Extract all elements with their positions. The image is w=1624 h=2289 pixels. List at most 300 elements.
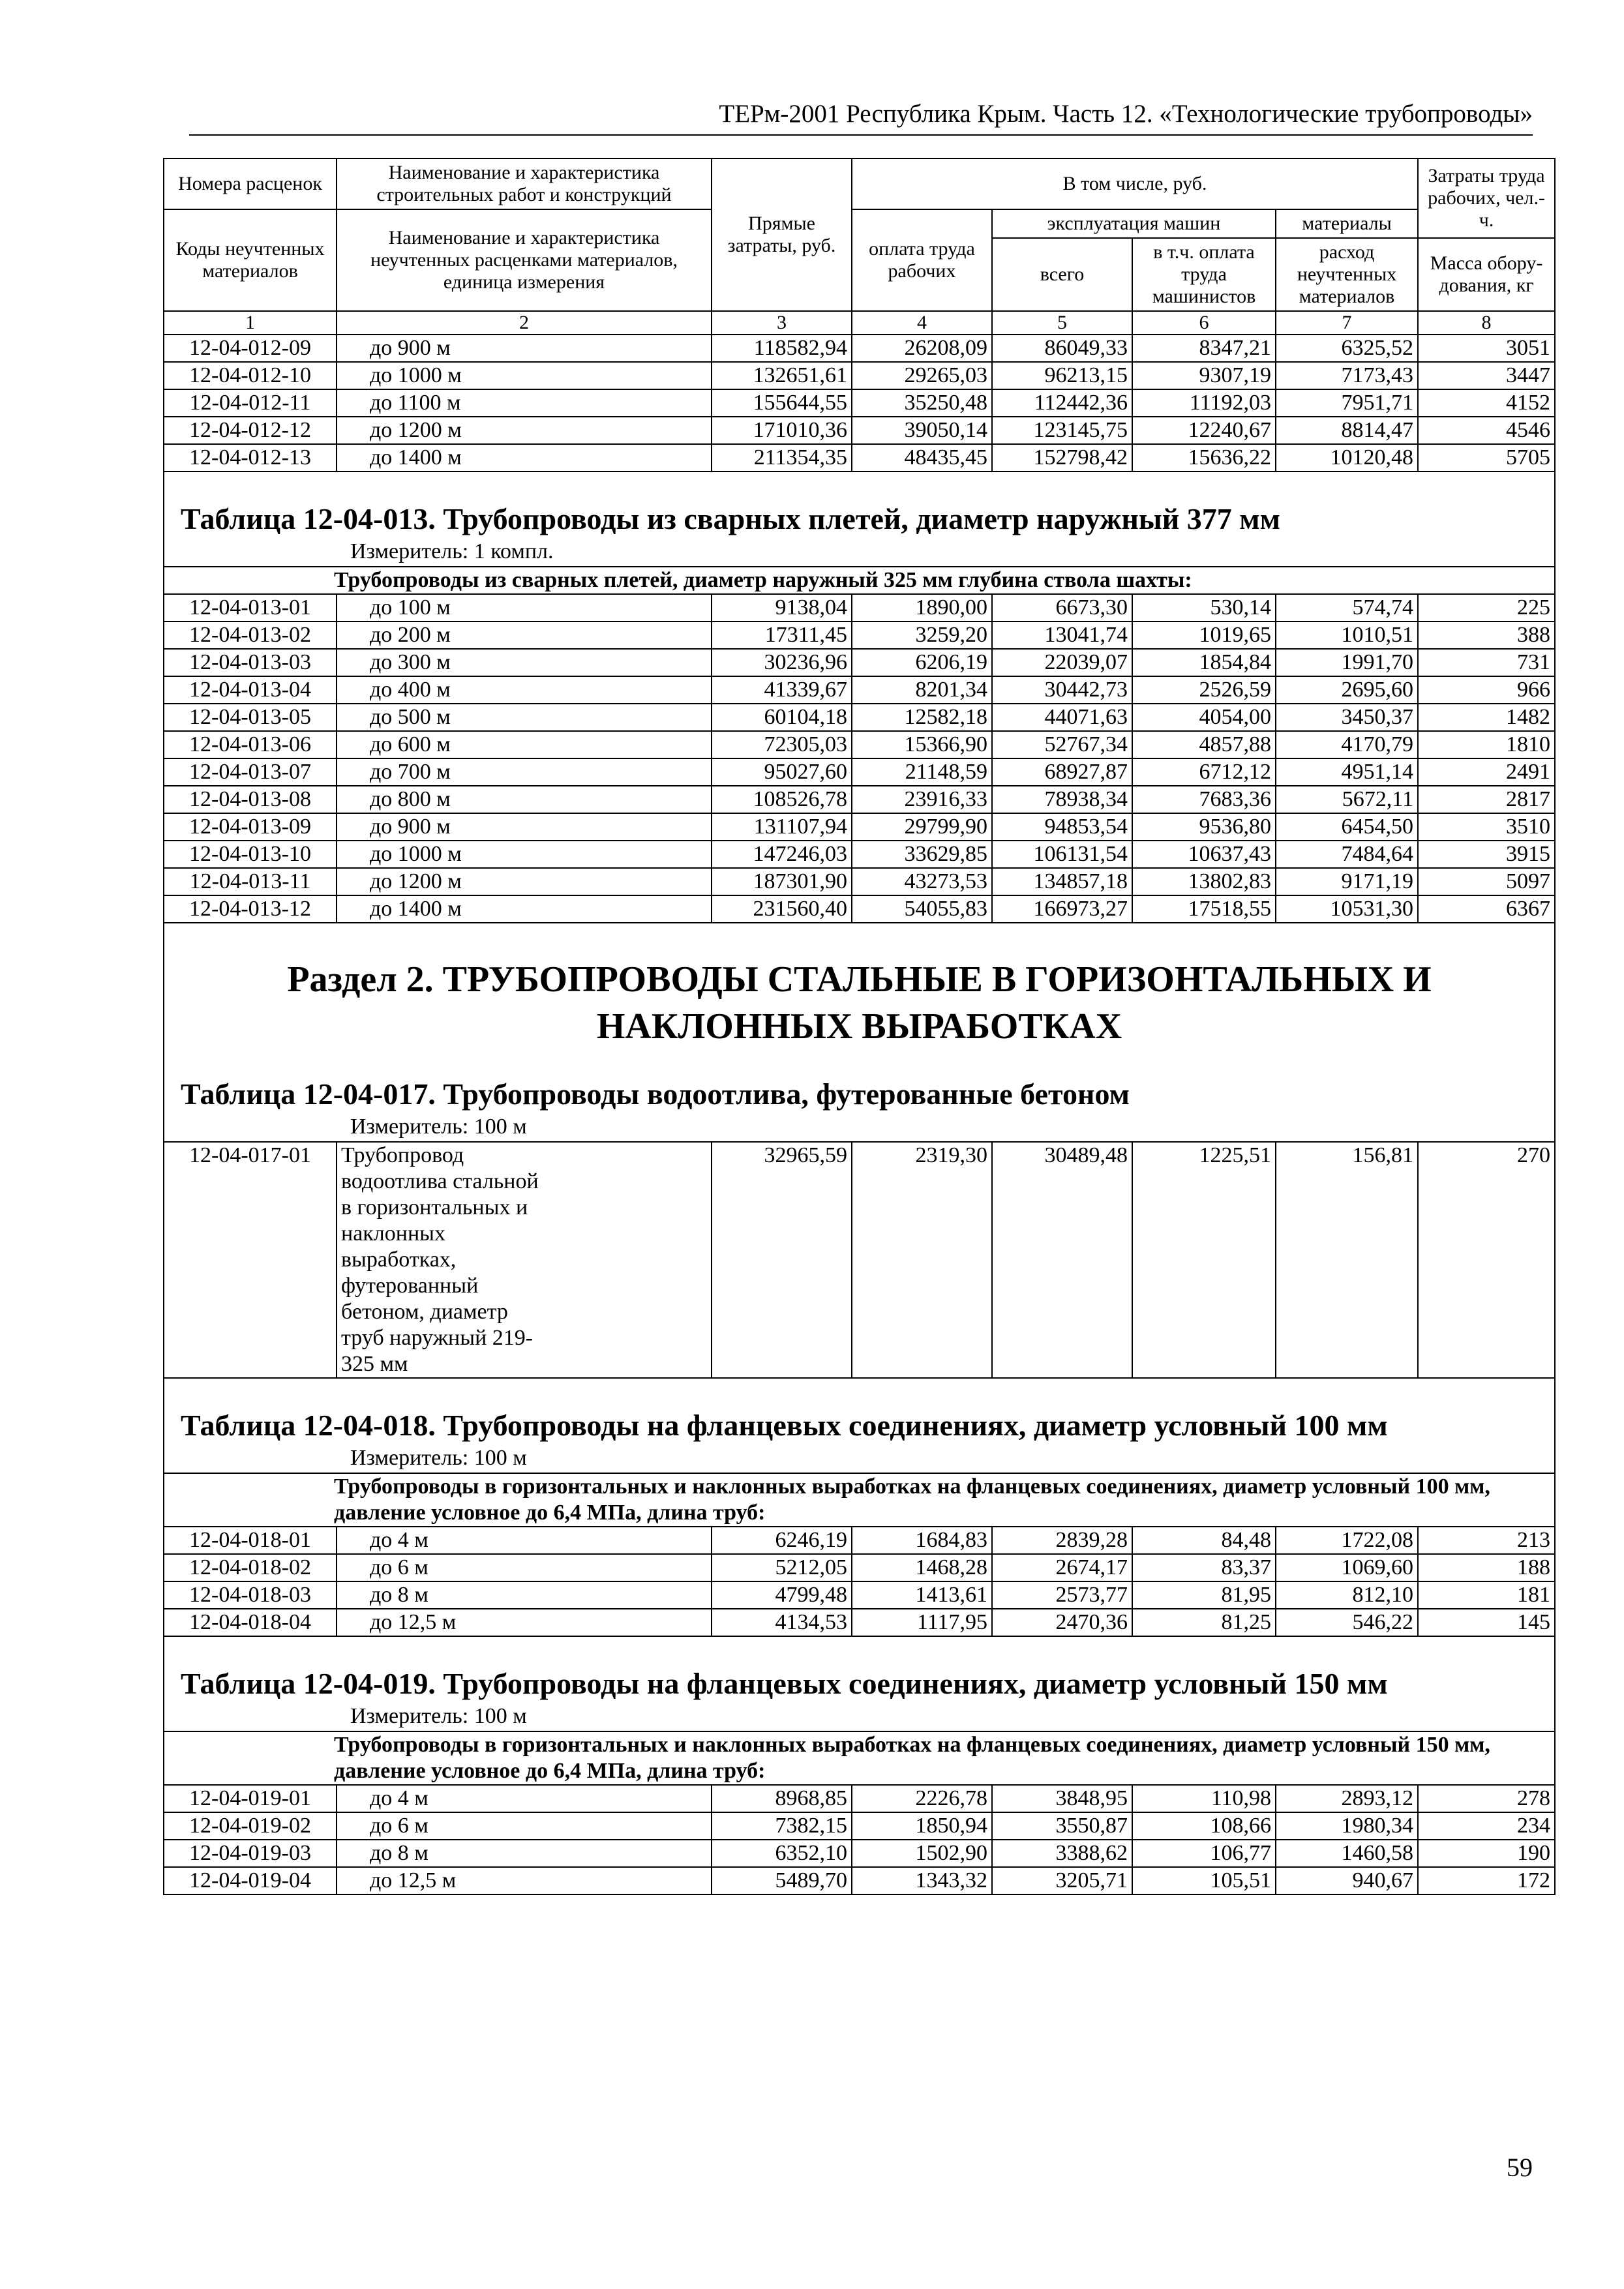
materials-cost-cell: 1991,70 xyxy=(1276,649,1418,676)
machinist-pay-cell: 1019,65 xyxy=(1132,621,1276,649)
worker-pay-cell: 1502,90 xyxy=(852,1840,992,1867)
rate-code-cell: 12-04-013-03 xyxy=(164,649,337,676)
machinist-pay-cell: 1225,51 xyxy=(1132,1142,1276,1378)
materials-cost-cell: 4170,79 xyxy=(1276,731,1418,758)
labor-hours-cell: 225 xyxy=(1418,594,1555,621)
table-title: Таблица 12-04-013. Трубопроводы из сварных плетей, диаметр наружный 377 мм xyxy=(181,502,1280,535)
work-name-cell: до 6 м xyxy=(337,1554,712,1581)
materials-cost-cell: 1010,51 xyxy=(1276,621,1418,649)
materials-cost-cell: 2893,12 xyxy=(1276,1785,1418,1812)
labor-hours-cell: 188 xyxy=(1418,1554,1555,1581)
table-row xyxy=(164,1812,1555,1840)
labor-hours-cell: 2491 xyxy=(1418,758,1555,786)
materials-cost-cell: 574,74 xyxy=(1276,594,1418,621)
materials-cost-cell: 7484,64 xyxy=(1276,841,1418,868)
table-row xyxy=(164,786,1555,813)
materials-cost-cell: 546,22 xyxy=(1276,1609,1418,1636)
direct-costs-cell: 131107,94 xyxy=(712,813,852,841)
machines-total-cell: 123145,75 xyxy=(992,417,1132,444)
labor-hours-cell: 5705 xyxy=(1418,444,1555,471)
table-title: Таблица 12-04-019. Трубопроводы на фланцевых соединениях, диаметр условный 150 мм xyxy=(181,1667,1388,1700)
table-row xyxy=(164,1527,1555,1554)
work-name-cell: до 100 м xyxy=(337,594,712,621)
machines-total-cell: 13041,74 xyxy=(992,621,1132,649)
work-name-cell: до 700 м xyxy=(337,758,712,786)
table-013-heading-cell xyxy=(164,471,1555,567)
head-labor-costs: Затраты труда рабочих, чел.-ч. xyxy=(1418,158,1555,238)
head-direct-costs: Прямые затраты, руб. xyxy=(712,158,852,311)
work-name-cell: до 1200 м xyxy=(337,868,712,895)
measure-line xyxy=(164,537,1554,566)
labor-hours-cell: 3915 xyxy=(1418,841,1555,868)
work-name-cell: до 12,5 м xyxy=(337,1867,712,1894)
machinist-pay-cell: 106,77 xyxy=(1132,1840,1276,1867)
labor-hours-cell: 6367 xyxy=(1418,895,1555,923)
direct-costs-cell: 72305,03 xyxy=(712,731,852,758)
materials-cost-cell: 10531,30 xyxy=(1276,895,1418,923)
table-row xyxy=(164,676,1555,704)
head-work-name: Наименование и характеристика строительных работ и конструкций xyxy=(337,158,712,209)
worker-pay-cell: 1468,28 xyxy=(852,1554,992,1581)
direct-costs-cell: 211354,35 xyxy=(712,444,852,471)
rate-code-cell: 12-04-013-09 xyxy=(164,813,337,841)
worker-pay-cell: 8201,34 xyxy=(852,676,992,704)
table-row xyxy=(164,1142,1555,1378)
column-number: 2 xyxy=(337,311,712,335)
materials-cost-cell: 8814,47 xyxy=(1276,417,1418,444)
labor-hours-cell: 1482 xyxy=(1418,704,1555,731)
worker-pay-cell: 26208,09 xyxy=(852,335,992,362)
column-numbers-row xyxy=(164,311,1555,335)
direct-costs-cell: 9138,04 xyxy=(712,594,852,621)
measure-value: 100 м xyxy=(474,1115,527,1139)
rate-code-cell: 12-04-012-11 xyxy=(164,389,337,417)
table-row xyxy=(164,731,1555,758)
table-row xyxy=(164,1554,1555,1581)
table-row xyxy=(164,758,1555,786)
materials-cost-cell: 1722,08 xyxy=(1276,1527,1418,1554)
section-2-heading xyxy=(164,923,1555,1142)
work-name-cell: до 8 м xyxy=(337,1581,712,1609)
work-name-cell: до 12,5 м xyxy=(337,1609,712,1636)
spacer xyxy=(164,472,1554,501)
measure-line xyxy=(164,1702,1554,1731)
rate-code-cell: 12-04-018-02 xyxy=(164,1554,337,1581)
labor-hours-cell: 3510 xyxy=(1418,813,1555,841)
labor-hours-cell: 234 xyxy=(1418,1812,1555,1840)
direct-costs-cell: 7382,15 xyxy=(712,1812,852,1840)
machinist-pay-cell: 11192,03 xyxy=(1132,389,1276,417)
machines-total-cell: 3205,71 xyxy=(992,1867,1132,1894)
rate-code-cell: 12-04-018-01 xyxy=(164,1527,337,1554)
table-018-heading xyxy=(164,1378,1555,1473)
direct-costs-cell: 4134,53 xyxy=(712,1609,852,1636)
direct-costs-cell: 147246,03 xyxy=(712,841,852,868)
labor-hours-cell: 3447 xyxy=(1418,362,1555,389)
work-name-cell: до 4 м xyxy=(337,1527,712,1554)
table-row xyxy=(164,895,1555,923)
work-name-cell: до 1100 м xyxy=(337,389,712,417)
rate-code-cell: 12-04-012-12 xyxy=(164,417,337,444)
worker-pay-cell: 54055,83 xyxy=(852,895,992,923)
machines-total-cell: 86049,33 xyxy=(992,335,1132,362)
machinist-pay-cell: 530,14 xyxy=(1132,594,1276,621)
rate-code-cell: 12-04-019-04 xyxy=(164,1867,337,1894)
machines-total-cell: 6673,30 xyxy=(992,594,1132,621)
table-row xyxy=(164,444,1555,471)
measure-value: 100 м xyxy=(474,1704,527,1728)
column-number: 3 xyxy=(712,311,852,335)
rate-code-cell: 12-04-013-02 xyxy=(164,621,337,649)
machines-total-cell: 2674,17 xyxy=(992,1554,1132,1581)
table-row xyxy=(164,417,1555,444)
machines-total-cell: 106131,54 xyxy=(992,841,1132,868)
machines-total-cell: 3848,95 xyxy=(992,1785,1132,1812)
table-row xyxy=(164,1609,1555,1636)
machines-total-cell: 68927,87 xyxy=(992,758,1132,786)
machinist-pay-cell: 9536,80 xyxy=(1132,813,1276,841)
direct-costs-cell: 118582,94 xyxy=(712,335,852,362)
machinist-pay-cell: 4054,00 xyxy=(1132,704,1276,731)
table-row xyxy=(164,649,1555,676)
worker-pay-cell: 3259,20 xyxy=(852,621,992,649)
table-019-heading-cell xyxy=(164,1636,1555,1731)
head-worker-pay: оплата труда рабочих xyxy=(852,209,992,311)
labor-hours-cell: 181 xyxy=(1418,1581,1555,1609)
column-number: 7 xyxy=(1276,311,1418,335)
labor-hours-cell: 2817 xyxy=(1418,786,1555,813)
labor-hours-cell: 145 xyxy=(1418,1609,1555,1636)
materials-cost-cell: 2695,60 xyxy=(1276,676,1418,704)
labor-hours-cell: 731 xyxy=(1418,649,1555,676)
direct-costs-cell: 8968,85 xyxy=(712,1785,852,1812)
materials-cost-cell: 3450,37 xyxy=(1276,704,1418,731)
machinist-pay-cell: 10637,43 xyxy=(1132,841,1276,868)
machines-total-cell: 52767,34 xyxy=(992,731,1132,758)
group-subtitle: Трубопроводы из сварных плетей, диаметр наружный 325 мм глубина ствола шахты: xyxy=(164,567,1555,594)
table-title: Таблица 12-04-017. Трубопроводы водоотлива, футерованные бетоном xyxy=(181,1077,1130,1111)
table-row xyxy=(164,868,1555,895)
work-name-cell: до 200 м xyxy=(337,621,712,649)
table-row xyxy=(164,335,1555,362)
materials-cost-cell: 9171,19 xyxy=(1276,868,1418,895)
machines-total-cell: 3550,87 xyxy=(992,1812,1132,1840)
worker-pay-cell: 39050,14 xyxy=(852,417,992,444)
rate-code-cell: 12-04-019-03 xyxy=(164,1840,337,1867)
materials-cost-cell: 4951,14 xyxy=(1276,758,1418,786)
machinist-pay-cell: 13802,83 xyxy=(1132,868,1276,895)
table-013-heading xyxy=(164,471,1555,567)
spacer xyxy=(164,1050,1554,1076)
machines-total-cell: 134857,18 xyxy=(992,868,1132,895)
materials-cost-cell: 156,81 xyxy=(1276,1142,1418,1378)
table-title: Таблица 12-04-018. Трубопроводы на фланцевых соединениях, диаметр условный 100 мм xyxy=(181,1409,1388,1442)
work-name-cell: до 400 м xyxy=(337,676,712,704)
rate-code-cell: 12-04-013-07 xyxy=(164,758,337,786)
work-name-cell: до 900 м xyxy=(337,335,712,362)
head-machinist-pay: в т.ч. оплата труда машинистов xyxy=(1132,238,1276,311)
header-row-2 xyxy=(164,209,1555,238)
table-row xyxy=(164,362,1555,389)
head-rate-numbers: Номера расценок xyxy=(164,158,337,209)
direct-costs-cell: 32965,59 xyxy=(712,1142,852,1378)
work-name-cell: до 1000 м xyxy=(337,841,712,868)
head-including: В том числе, руб. xyxy=(852,158,1418,209)
direct-costs-cell: 30236,96 xyxy=(712,649,852,676)
worker-pay-cell: 43273,53 xyxy=(852,868,992,895)
rate-code-cell: 12-04-019-02 xyxy=(164,1812,337,1840)
direct-costs-cell: 187301,90 xyxy=(712,868,852,895)
machinist-pay-cell: 110,98 xyxy=(1132,1785,1276,1812)
machines-total-cell: 30442,73 xyxy=(992,676,1132,704)
rate-code-cell: 12-04-013-01 xyxy=(164,594,337,621)
rate-code-cell: 12-04-013-05 xyxy=(164,704,337,731)
direct-costs-cell: 108526,78 xyxy=(712,786,852,813)
spacer xyxy=(164,923,1554,956)
labor-hours-cell: 4152 xyxy=(1418,389,1555,417)
work-name-cell: до 1200 м xyxy=(337,417,712,444)
table-018-heading-cell xyxy=(164,1378,1555,1473)
group-subtitle: Трубопроводы в горизонтальных и наклонных выработках на фланцевых соединениях, диаметр условный 100 мм, давление условное до 6,4 МПа, длина труб: xyxy=(164,1473,1555,1527)
materials-cost-cell: 940,67 xyxy=(1276,1867,1418,1894)
labor-hours-cell: 270 xyxy=(1418,1142,1555,1378)
materials-cost-cell: 5672,11 xyxy=(1276,786,1418,813)
direct-costs-cell: 4799,48 xyxy=(712,1581,852,1609)
labor-hours-cell: 190 xyxy=(1418,1840,1555,1867)
rate-code-cell: 12-04-012-09 xyxy=(164,335,337,362)
direct-costs-cell: 5212,05 xyxy=(712,1554,852,1581)
section-title-line2: НАКЛОННЫХ ВЫРАБОТКАХ xyxy=(596,1006,1122,1047)
measure-value: 1 компл. xyxy=(474,539,554,563)
work-name-cell: до 1400 м xyxy=(337,895,712,923)
column-number: 6 xyxy=(1132,311,1276,335)
subtitle-row xyxy=(164,1473,1555,1527)
machinist-pay-cell: 108,66 xyxy=(1132,1812,1276,1840)
table-row xyxy=(164,1785,1555,1812)
rate-code-cell: 12-04-013-04 xyxy=(164,676,337,704)
worker-pay-cell: 23916,33 xyxy=(852,786,992,813)
table-row xyxy=(164,813,1555,841)
direct-costs-cell: 17311,45 xyxy=(712,621,852,649)
rate-code-cell: 12-04-017-01 xyxy=(164,1142,337,1378)
measure-line xyxy=(164,1444,1554,1473)
machinist-pay-cell: 8347,21 xyxy=(1132,335,1276,362)
direct-costs-cell: 171010,36 xyxy=(712,417,852,444)
labor-hours-cell: 172 xyxy=(1418,1867,1555,1894)
machines-total-cell: 112442,36 xyxy=(992,389,1132,417)
worker-pay-cell: 33629,85 xyxy=(852,841,992,868)
labor-hours-cell: 5097 xyxy=(1418,868,1555,895)
rate-code-cell: 12-04-018-04 xyxy=(164,1609,337,1636)
table-row xyxy=(164,621,1555,649)
subtitle-row xyxy=(164,1731,1555,1785)
machinist-pay-cell: 83,37 xyxy=(1132,1554,1276,1581)
worker-pay-cell: 1890,00 xyxy=(852,594,992,621)
worker-pay-cell: 21148,59 xyxy=(852,758,992,786)
rate-code-cell: 12-04-012-10 xyxy=(164,362,337,389)
measure-value: 100 м xyxy=(474,1446,527,1470)
machines-total-cell: 2573,77 xyxy=(992,1581,1132,1609)
table-row xyxy=(164,1581,1555,1609)
machinist-pay-cell: 6712,12 xyxy=(1132,758,1276,786)
worker-pay-cell: 35250,48 xyxy=(852,389,992,417)
rate-code-cell: 12-04-013-10 xyxy=(164,841,337,868)
header-row-1 xyxy=(164,158,1555,209)
direct-costs-cell: 6352,10 xyxy=(712,1840,852,1867)
rate-code-cell: 12-04-019-01 xyxy=(164,1785,337,1812)
worker-pay-cell: 29799,90 xyxy=(852,813,992,841)
worker-pay-cell: 15366,90 xyxy=(852,731,992,758)
machines-total-cell: 2839,28 xyxy=(992,1527,1132,1554)
column-number: 5 xyxy=(992,311,1132,335)
rate-code-cell: 12-04-013-12 xyxy=(164,895,337,923)
machinist-pay-cell: 4857,88 xyxy=(1132,731,1276,758)
worker-pay-cell: 1850,94 xyxy=(852,1812,992,1840)
machinist-pay-cell: 12240,67 xyxy=(1132,417,1276,444)
page-number: 59 xyxy=(1507,2153,1533,2182)
table-row xyxy=(164,704,1555,731)
direct-costs-cell: 231560,40 xyxy=(712,895,852,923)
machinist-pay-cell: 17518,55 xyxy=(1132,895,1276,923)
machines-total-cell: 3388,62 xyxy=(992,1840,1132,1867)
machines-total-cell: 166973,27 xyxy=(992,895,1132,923)
page-header: ТЕРм-2001 Республика Крым. Часть 12. «Технологические трубопроводы» xyxy=(189,97,1533,136)
measure-label: Измеритель: xyxy=(350,1115,469,1139)
measure-label: Измеритель: xyxy=(350,539,469,563)
table-row xyxy=(164,1867,1555,1894)
machinist-pay-cell: 105,51 xyxy=(1132,1867,1276,1894)
head-machines: эксплуатация машин xyxy=(992,209,1276,238)
machines-total-cell: 44071,63 xyxy=(992,704,1132,731)
work-name-cell: до 1000 м xyxy=(337,362,712,389)
machinist-pay-cell: 9307,19 xyxy=(1132,362,1276,389)
worker-pay-cell: 1413,61 xyxy=(852,1581,992,1609)
machinist-pay-cell: 7683,36 xyxy=(1132,786,1276,813)
machinist-pay-cell: 81,95 xyxy=(1132,1581,1276,1609)
work-name-cell: до 8 м xyxy=(337,1840,712,1867)
machinist-pay-cell: 84,48 xyxy=(1132,1527,1276,1554)
work-name-cell: до 800 м xyxy=(337,786,712,813)
worker-pay-cell: 29265,03 xyxy=(852,362,992,389)
materials-cost-cell: 10120,48 xyxy=(1276,444,1418,471)
direct-costs-cell: 95027,60 xyxy=(712,758,852,786)
labor-hours-cell: 278 xyxy=(1418,1785,1555,1812)
rate-code-cell: 12-04-013-08 xyxy=(164,786,337,813)
measure-label: Измеритель: xyxy=(350,1446,469,1470)
column-number: 4 xyxy=(852,311,992,335)
measure-line xyxy=(164,1113,1554,1141)
labor-hours-cell: 4546 xyxy=(1418,417,1555,444)
direct-costs-cell: 60104,18 xyxy=(712,704,852,731)
machinist-pay-cell: 81,25 xyxy=(1132,1609,1276,1636)
machinist-pay-cell: 1854,84 xyxy=(1132,649,1276,676)
group-subtitle: Трубопроводы в горизонтальных и наклонных выработках на фланцевых соединениях, диаметр условный 150 мм, давление условное до 6,4 МПа, длина труб: xyxy=(164,1731,1555,1785)
labor-hours-cell: 3051 xyxy=(1418,335,1555,362)
worker-pay-cell: 1117,95 xyxy=(852,1609,992,1636)
machines-total-cell: 22039,07 xyxy=(992,649,1132,676)
rate-code-cell: 12-04-013-11 xyxy=(164,868,337,895)
direct-costs-cell: 5489,70 xyxy=(712,1867,852,1894)
direct-costs-cell: 155644,55 xyxy=(712,389,852,417)
labor-hours-cell: 388 xyxy=(1418,621,1555,649)
rate-code-cell: 12-04-018-03 xyxy=(164,1581,337,1609)
section-title-line1: Раздел 2. ТРУБОПРОВОДЫ СТАЛЬНЫЕ В ГОРИЗОНТАЛЬНЫХ И xyxy=(287,959,1432,1000)
head-machines-total: всего xyxy=(992,238,1132,311)
worker-pay-cell: 1684,83 xyxy=(852,1527,992,1554)
materials-cost-cell: 1460,58 xyxy=(1276,1840,1418,1867)
labor-hours-cell: 213 xyxy=(1418,1527,1555,1554)
work-name-cell: до 500 м xyxy=(337,704,712,731)
machines-total-cell: 94853,54 xyxy=(992,813,1132,841)
materials-cost-cell: 1069,60 xyxy=(1276,1554,1418,1581)
materials-cost-cell: 6325,52 xyxy=(1276,335,1418,362)
head-material-consumption: расход неучтенных материалов xyxy=(1276,238,1418,311)
head-material-names: Наименование и характеристика неучтенных расценками материалов, единица измерения xyxy=(337,209,712,311)
column-number: 1 xyxy=(164,311,337,335)
worker-pay-cell: 6206,19 xyxy=(852,649,992,676)
subtitle-row xyxy=(164,567,1555,594)
table-row xyxy=(164,841,1555,868)
table-row xyxy=(164,594,1555,621)
worker-pay-cell: 1343,32 xyxy=(852,1867,992,1894)
materials-cost-cell: 6454,50 xyxy=(1276,813,1418,841)
section-2-heading-cell xyxy=(164,923,1555,1142)
rate-code-cell: 12-04-012-13 xyxy=(164,444,337,471)
machines-total-cell: 96213,15 xyxy=(992,362,1132,389)
spacer xyxy=(164,1637,1554,1666)
table-row xyxy=(164,1840,1555,1867)
labor-hours-cell: 1810 xyxy=(1418,731,1555,758)
machines-total-cell: 152798,42 xyxy=(992,444,1132,471)
direct-costs-cell: 132651,61 xyxy=(712,362,852,389)
machinist-pay-cell: 2526,59 xyxy=(1132,676,1276,704)
worker-pay-cell: 48435,45 xyxy=(852,444,992,471)
materials-cost-cell: 812,10 xyxy=(1276,1581,1418,1609)
materials-cost-cell: 1980,34 xyxy=(1276,1812,1418,1840)
work-name-cell: Трубопровод водоотлива стальной в горизонтальных и наклонных выработках, футерованный бетоном, диаметр труб наружный 219-325 мм xyxy=(337,1142,712,1378)
work-name-cell: до 900 м xyxy=(337,813,712,841)
worker-pay-cell: 2319,30 xyxy=(852,1142,992,1378)
table-019-heading xyxy=(164,1636,1555,1731)
direct-costs-cell: 6246,19 xyxy=(712,1527,852,1554)
rate-code-cell: 12-04-013-06 xyxy=(164,731,337,758)
machines-total-cell: 30489,48 xyxy=(992,1142,1132,1378)
measure-label: Измеритель: xyxy=(350,1704,469,1728)
machinist-pay-cell: 15636,22 xyxy=(1132,444,1276,471)
head-materials: материалы xyxy=(1276,209,1418,238)
page-content xyxy=(163,158,1554,1895)
worker-pay-cell: 2226,78 xyxy=(852,1785,992,1812)
head-material-codes: Коды неучтенных материалов xyxy=(164,209,337,311)
direct-costs-cell: 41339,67 xyxy=(712,676,852,704)
machines-total-cell: 78938,34 xyxy=(992,786,1132,813)
work-name-cell: до 4 м xyxy=(337,1785,712,1812)
work-name-cell: до 300 м xyxy=(337,649,712,676)
rates-table-body xyxy=(164,158,1555,1894)
head-equipment-mass: Масса обору-дования, кг xyxy=(1418,238,1555,311)
work-name-cell: до 6 м xyxy=(337,1812,712,1840)
work-name-cell: до 600 м xyxy=(337,731,712,758)
labor-hours-cell: 966 xyxy=(1418,676,1555,704)
materials-cost-cell: 7951,71 xyxy=(1276,389,1418,417)
work-name-cell: до 1400 м xyxy=(337,444,712,471)
rates-table xyxy=(163,158,1556,1895)
materials-cost-cell: 7173,43 xyxy=(1276,362,1418,389)
table-row xyxy=(164,389,1555,417)
machines-total-cell: 2470,36 xyxy=(992,1609,1132,1636)
worker-pay-cell: 12582,18 xyxy=(852,704,992,731)
column-number: 8 xyxy=(1418,311,1555,335)
